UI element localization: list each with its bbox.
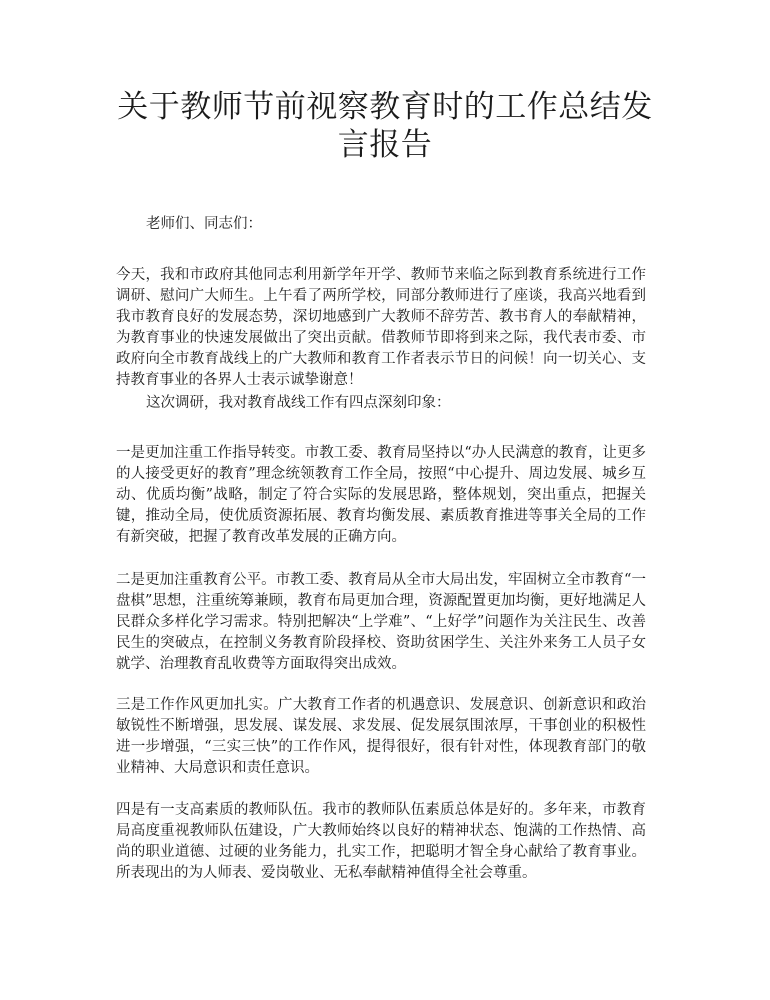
document-title: 关于教师节前视察教育时的工作总结发言报告 — [117, 89, 653, 163]
paragraph-impressions-lead: 这次调研，我对教育战线工作有四点深刻印象： — [146, 395, 451, 411]
paragraph-intro: 今天，我和市政府其他同志利用新学年开学、教师节来临之际到教育系统进行工作调研、慰问广大师生。上午看了两所学校，同部分教师进行了座谈，我高兴地看到我市教育良好的发展态势，深切地感到广大教师不辞劳苦、教书育人的奉献精神，为教育事业的快速发展做出了突出贡献。借教师节即将到来之际，我代表市委、市政府向全市教育战线上的广大教师和教育工作者表示节日的问候！向一切关心、支持教育事业的各界人士表示诚挚谢意！ — [116, 267, 646, 388]
paragraph-point-three: 三是工作作风更加扎实。广大教育工作者的机遇意识、发展意识、创新意识和政治敏锐性不断增强，思发展、谋发展、求发展、促发展氛围浓厚，干事创业的积极性进一步增强，“三实三快”的工作作风，提得很好，很有针对性，体现教育部门的敬业精神、大局意识和责任意识。 — [116, 697, 646, 776]
paragraph-point-one: 一是更加注重工作指导转变。市教工委、教育局坚持以“办人民满意的教育，让更多的人接受更好的教育”理念统领教育工作全局，按照“中心提升、周边发展、城乡互动、优质均衡”战略，制定了符合实际的发展思路，整体规划，突出重点，把握关键，推动全局，使优质资源拓展、教育均衡发展、素质教育推进等事关全局的工作有新突破，把握了教育改革发展的正确方向。 — [116, 445, 646, 545]
salutation: 老师们、同志们： — [146, 216, 262, 232]
paragraph-point-two: 二是更加注重教育公平。市教工委、教育局从全市大局出发，牢固树立全市教育“一盘棋”思想，注重统筹兼顾，教育布局更加合理，资源配置更加均衡，更好地满足人民群众多样化学习需求。特别把解决“上学难”、“上好学”问题作为关注民生、改善民生的突破点，在控制义务教育阶段择校、资助贫困学生、关注外来务工人员子女就学、治理教育乱收费等方面取得突出成效。 — [116, 572, 646, 672]
paragraph-point-four: 四是有一支高素质的教师队伍。我市的教师队伍素质总体是好的。多年来，市教育局高度重视教师队伍建设，广大教师始终以良好的精神状态、饱满的工作热情、高尚的职业道德、过硬的业务能力，扎实工作，把聪明才智全身心献给了教育事业。所表现出的为人师表、爱岗敬业、无私奉献精神值得全社会尊重。 — [116, 802, 646, 881]
